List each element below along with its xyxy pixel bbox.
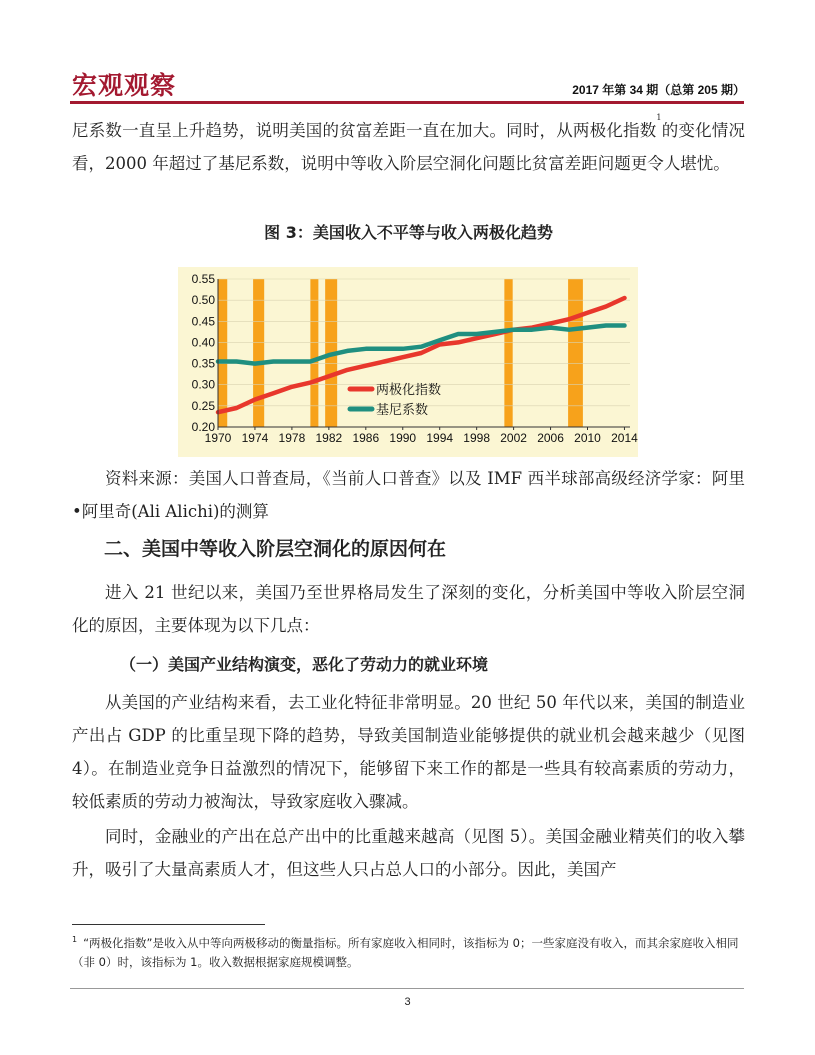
- section2-intro: 进入 21 世纪以来，美国乃至世界格局发生了深刻的变化，分析美国中等收入阶层空洞化的原因，主要体现为以下几点：: [72, 583, 745, 635]
- x-tick-label: 1974: [241, 431, 269, 445]
- footnote: [72, 930, 745, 972]
- x-tick-label: 2006: [537, 431, 564, 445]
- section2-para1: 从美国的产业结构来看，去工业化特征非常明显。20 世纪 50 年代以来，美国的制造业产出占 GDP 的比重呈现下降的趋势，导致美国制造业能够提供的就业机会越来越少（见图 4）。在制造业竞争日益激烈的情况下，能够留下来工作的都是一些具有较高素质的劳动力，较低素质的劳动力被淘汰，导致家庭收入骤减。: [72, 693, 745, 811]
- section2-heading: 二、美国中等收入阶层空洞化的原因何在: [104, 538, 447, 560]
- x-tick-label: 2002: [500, 431, 527, 445]
- y-tick-label: 0.45: [191, 314, 215, 329]
- footnote-mark: 1: [72, 935, 78, 944]
- y-tick-label: 0.25: [191, 398, 215, 413]
- x-tick-label: 1986: [352, 431, 380, 445]
- x-tick-label: 1990: [389, 431, 417, 445]
- x-tick-label: 1970: [204, 431, 232, 445]
- x-tick-label: 2014: [611, 431, 638, 445]
- figure-source: 资料来源：美国人口普查局，《当前人口普查》以及 IMF 西半球部高级经济学家：阿里•阿里奇(Ali Alichi)的测算: [72, 469, 745, 521]
- chart-svg: [178, 267, 638, 457]
- footnote-ref[interactable]: 1: [656, 113, 662, 122]
- intro-text-a: 尼系数一直呈上升趋势，说明美国的贫富差距一直在加大。同时，从两极化指数: [72, 121, 657, 140]
- chart: [178, 267, 638, 457]
- x-tick-label: 1998: [463, 431, 491, 445]
- sub1-heading: （一）美国产业结构演变，恶化了劳动力的就业环境: [120, 655, 489, 674]
- x-tick-label: 2010: [574, 431, 601, 445]
- y-tick-label: 0.50: [191, 293, 215, 308]
- recession-band: [504, 279, 512, 427]
- footnote-rule: [72, 924, 265, 925]
- y-tick-label: 0.30: [191, 377, 215, 392]
- x-tick-label: 1994: [426, 431, 454, 445]
- recession-band: [310, 279, 318, 427]
- header-title: 宏观观察: [72, 71, 177, 100]
- x-tick-label: 1982: [315, 431, 343, 445]
- page-number: 3: [404, 996, 411, 1008]
- recession-band: [253, 279, 264, 427]
- issue-info: 2017 年第 34 期（总第 205 期）: [572, 83, 745, 97]
- y-tick-label: 0.55: [191, 272, 215, 286]
- legend-label: 两极化指数: [376, 383, 442, 398]
- y-tick-label: 0.35: [191, 356, 215, 371]
- bottom-rule: [70, 988, 744, 989]
- recession-band: [568, 279, 583, 427]
- x-tick-label: 1978: [278, 431, 306, 445]
- legend-label: 基尼系数: [376, 403, 429, 418]
- intro-paragraph: [72, 114, 745, 180]
- footnote-text: “两极化指数”是收入从中等向两极移动的衡量指标。所有家庭收入相同时，该指标为 0；一些家庭没有收入，而其余家庭收入相同（非 0）时，该指标为 1。收入数据根据家庭规模调整。: [72, 935, 739, 969]
- y-tick-label: 0.40: [191, 335, 215, 350]
- intro-text-b: 的变化情况看，2000 年超过了基尼系数，说明中等收入阶层空洞化问题比贫富差距问题更令人堪忧。: [72, 121, 746, 173]
- section2-para2: 同时，金融业的产出在总产出中的比重越来越高（见图 5）。美国金融业精英们的收入攀升，吸引了大量高素质人才，但这些人只占总人口的小部分。因此，美国产: [72, 827, 745, 879]
- recession-band: [218, 279, 227, 427]
- y-tick-label: 0.20: [191, 420, 215, 434]
- figure-caption: 图 3：美国收入不平等与收入两极化趋势: [264, 223, 553, 242]
- header-rule: [70, 101, 744, 104]
